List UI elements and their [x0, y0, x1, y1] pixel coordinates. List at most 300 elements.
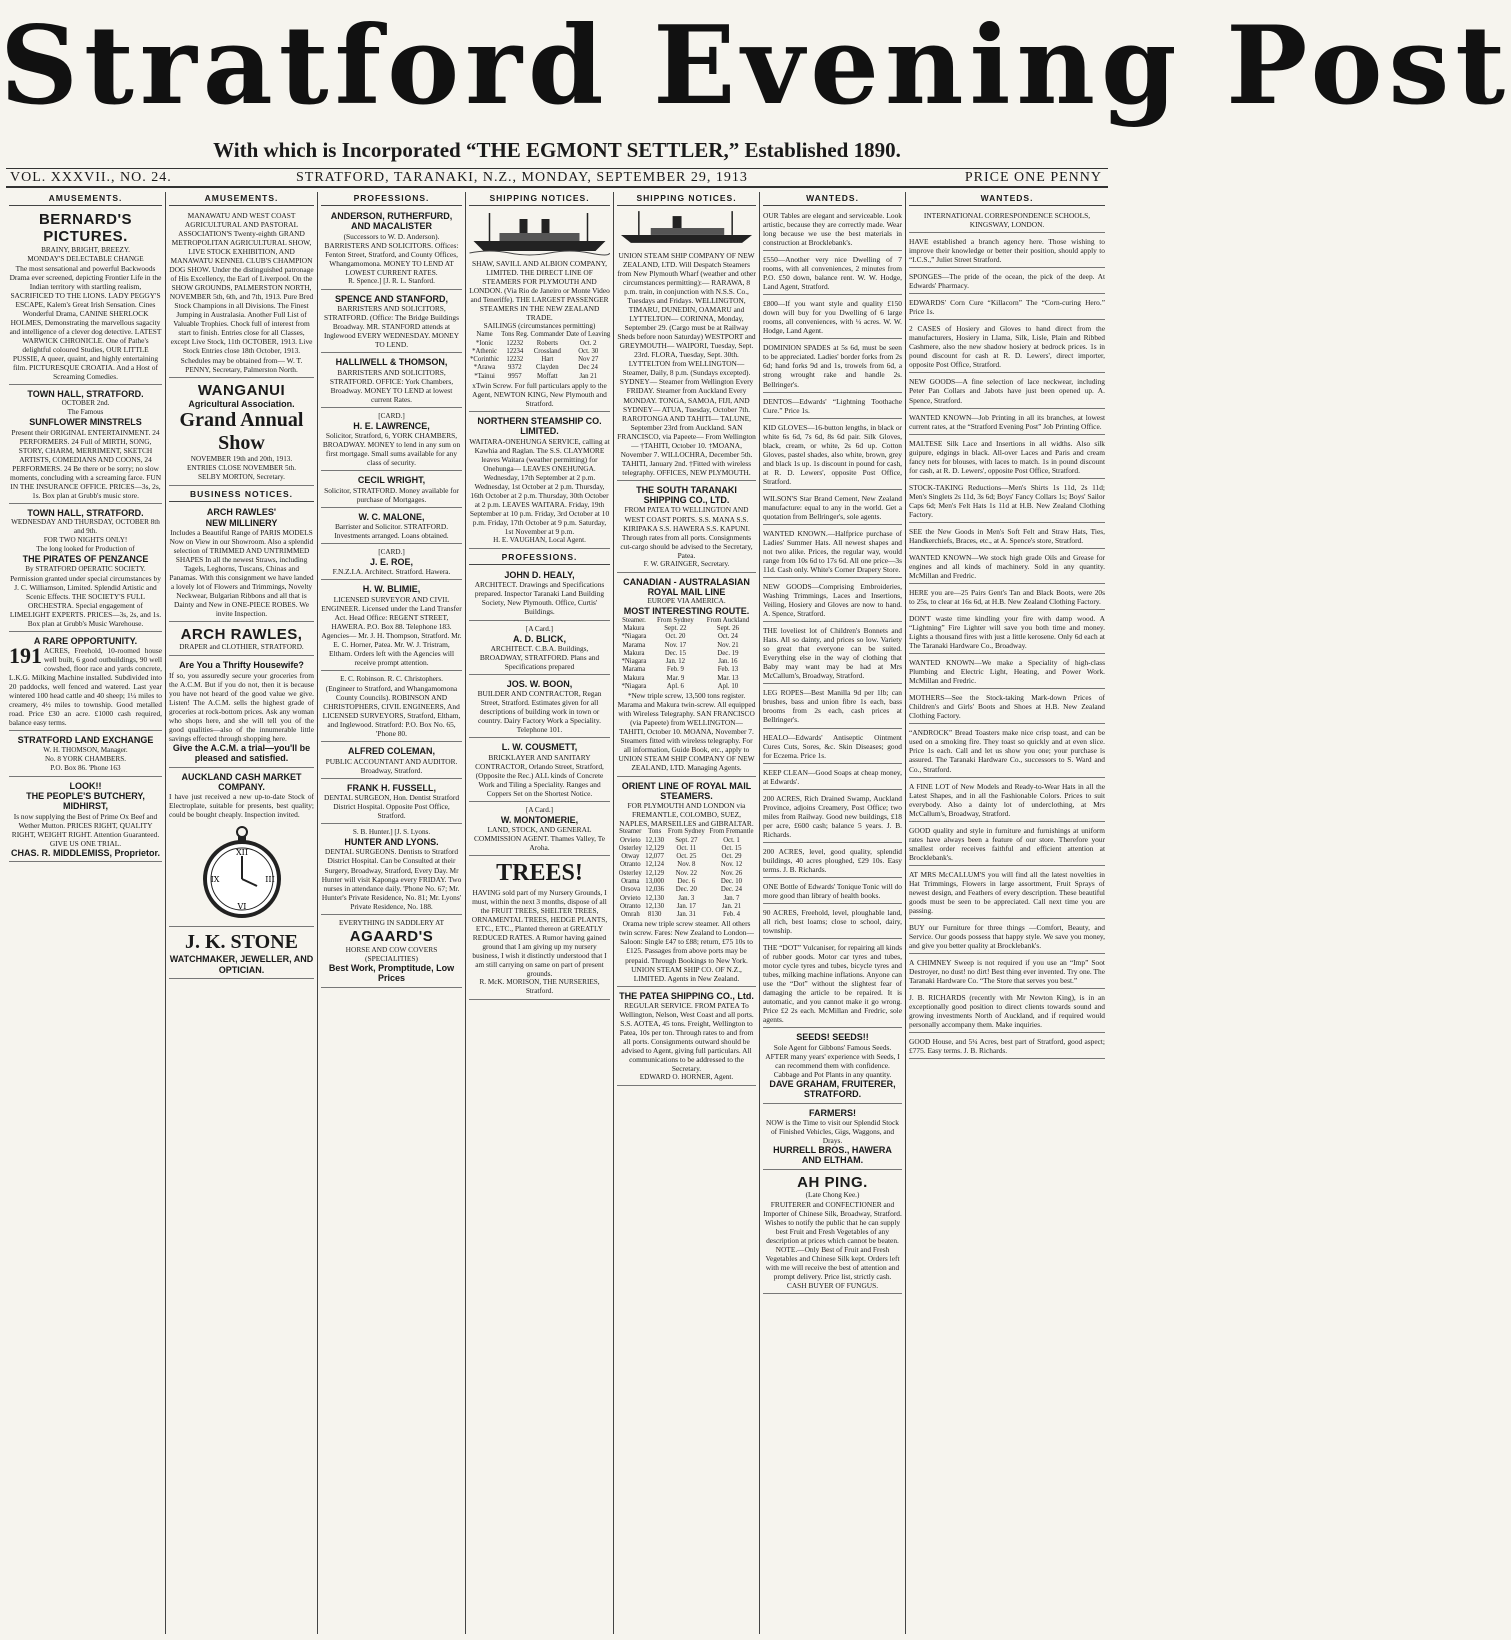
classified-ad: ONE Bottle of Edwards' Tonique Tonic will do more good than library of health books.: [763, 880, 902, 904]
ad-title: NORTHERN STEAMSHIP CO. LIMITED.: [477, 416, 602, 437]
ad-lawrence: [321, 410, 462, 471]
table-cell: Osterley: [618, 844, 642, 852]
table-cell: Orvieto: [619, 894, 641, 902]
ad-card: [A Card.]: [525, 805, 554, 814]
ad-title: JOS. W. BOON,: [506, 678, 573, 689]
ad-address: No. 8 YORK CHAMBERS.: [44, 754, 126, 763]
table-header: From Sydney: [657, 616, 694, 624]
table-cell: Oct. 2: [579, 339, 597, 347]
steamship-icon: [469, 209, 610, 255]
table-row: [617, 633, 756, 641]
table-cell: 13,000: [645, 877, 664, 885]
table-header-row: [617, 617, 756, 625]
column-header: SHIPPING NOTICES.: [469, 192, 610, 206]
table-cell: Otranto: [619, 902, 641, 910]
ad-show: Grand Annual Show: [179, 409, 304, 455]
ad-halliwell-thomson: [321, 355, 462, 407]
ad-title: W. C. MALONE,: [358, 511, 425, 522]
masthead: [0, 0, 1511, 162]
table-row: [617, 837, 756, 845]
table-cell: Jan 21: [579, 372, 598, 380]
classified-ad: WANTED KNOWN.—Halfprice purchase of Ladies' Summer Hats. All newest shapes and not two alike. Prices, the regular way, would range from 10s 6d to 17s 6d. All one price—3s 11d. Cash only. White's Corner Drapery Store.: [763, 527, 902, 578]
table-row: [617, 683, 756, 691]
classified-ad: EDWARDS' Corn Cure “Killacorn” The “Corn-curing Hero.” Price 1s.: [909, 296, 1105, 320]
ad-anderson-rutherfurd: [321, 209, 462, 290]
ad-entries: ENTRIES CLOSE NOVEMBER 5th.: [186, 464, 296, 473]
ad-patea-shipping: [617, 989, 756, 1087]
ad-body: REGULAR SERVICE. FROM PATEA To Wellington, Nelson, West Coast and all ports. S.S. AOTEA, 45 tons. Freight, Wellington to Patea, 10s per ton. Through rates to and from all ports. Consignments outward should be advised to Agent, giving full particulars. All communications to be addressed to the Secretary.: [619, 1000, 754, 1074]
classified-ad: £550—Another very nice Dwelling of 7 rooms, with all conveniences, 2 minutes from P.O. £50 down, balance rent. W. W. Hodge, Land Agent, Stratford.: [763, 253, 902, 295]
ad-production: The long looked for Production of: [36, 545, 135, 554]
table-cell: Orsova: [620, 886, 641, 894]
table-cell: Jan. 3: [678, 894, 695, 902]
ad-body: DENTAL SURGEONS. Dentists to Stratford District Hospital. Can be Consulted at their Surgery, Broadway, Stratford, Every Day. Mr Hunter will visit Kaponga every FRIDAY. Two nurses in attendance daily. 'Phone No. 67; Mr. Hunter's Private Residence, No. 81; Mr. Lyons' Private Residence, No. 188.: [321, 847, 462, 911]
classified-ad: KID GLOVES—16-button lengths, in black or white 6s 6d, 7s 6d, 8s 6d pair. Silk Gloves, black, cream, or white, 2s 6d up. Cotton Gloves, pastel shades, also white, brown, grey and black 1s up. 1s discount in pound for cash, at R. D. Lewers', opposite Post Office, Stratford.: [763, 421, 902, 490]
ad-trees: [469, 858, 610, 1000]
table-cell: 12,129: [645, 869, 664, 877]
ad-sub: NEW MILLINERY: [205, 517, 278, 528]
ad-body: SHAW, SAVILL AND ALBION COMPANY, LIMITED. THE DIRECT LINE OF STEAMERS FOR PLYMOUTH AND LONDON. (Via Rio de Janeiro or Monte Video and Teneriffe). THE LARGEST PASSENGER STEAMERS IN THE NEW ZEALAND TRADE.: [469, 259, 610, 323]
table-cell: Oct. 11: [676, 844, 697, 852]
table-row: [617, 853, 756, 861]
table-cell: 9957: [508, 372, 522, 380]
ad-title: THE PEOPLE'S BUTCHERY, MIDHIRST,: [26, 791, 145, 812]
ad-title: H. E. LAWRENCE,: [353, 420, 430, 431]
classified-ad: MOTHERS—See the Stock-taking Mark-down Prices of Children's and Girls' Boots and Shoes at H.B. New Zealand Clothing Factory.: [909, 691, 1105, 724]
ad-saddlery: [321, 917, 462, 988]
ad-dates: WEDNESDAY AND THURSDAY, OCTOBER 8th and 9th.: [11, 518, 160, 536]
table-row: [617, 895, 756, 903]
ad-title: AH PING.: [797, 1173, 868, 1191]
price: PRICE ONE PENNY: [964, 170, 1102, 185]
table-header: Name: [476, 331, 493, 339]
table-cell: Dec. 20: [675, 886, 697, 894]
classified-ad: SEE the New Goods in Men's Soft Felt and Straw Hats, Ties, Handkerchiefs, Braces, etc., at A. Spence's store, Stratford.: [909, 525, 1105, 549]
table-cell: *Athenic: [472, 347, 497, 355]
table-header-row: [469, 331, 611, 339]
ad-title: CANADIAN - AUSTRALASIAN ROYAL MAIL LINE: [623, 576, 750, 597]
table-cell: Dec. 6: [677, 877, 696, 885]
ad-roe: [321, 546, 462, 580]
ad-title: TREES!: [496, 860, 583, 887]
ad-rawles-millinery: [169, 505, 314, 622]
table-cell: *Ionic: [475, 339, 494, 347]
table-cell: *Tainui: [474, 372, 495, 380]
ad-auckland-cash-market: [169, 770, 314, 928]
classified-ad: THE “DOT” Vulcaniser, for repairing all kinds of rubber goods. Motor car tyres and tubes, motor cycle tyres and tubes, bicycle tyres and tubes, milking machine inflations. Anyone can use the “Dot” without the slightest fear of damaging the article to be repaired. It is automatic, and you cannot make it go wrong. Price £2 2s each. McMillan and Fredric, sole agents.: [763, 941, 902, 1028]
table-header: From Auckland: [706, 616, 750, 624]
ad-thrifty-housewife: [169, 658, 314, 767]
ad-body: LICENSED SURVEYOR AND CIVIL ENGINEER. Licensed under the Land Transfer Act. Head Office: REGENT STREET, HAWERA. P.O. Box 88. Telephone 183. Agencies— Mr. J. H. Thompson, Stratford. Mr. E. C. Horner, Patea. Mr. W. J. Tristram, Eltham. Orders left with the Agencies will receive prompt attention.: [321, 594, 462, 668]
table-cell: Feb. 9: [666, 666, 684, 674]
column-header: AMUSEMENTS.: [9, 192, 162, 206]
table-cell: Marama: [622, 641, 646, 649]
ad-footer: Orama new triple screw steamer. All others twin screw. Fares: New Zealand to London— Saloon: Single £47 to £88; return, £75 10s to £125. Passages from above ports may be prepaid. Through Bookings to New York. UNION STEAM SHIP CO. OF N.Z., LIMITED. Agents in New Zealand.: [619, 919, 754, 983]
ad-body: Solicitor, Stratford, 6, YORK CHAMBERS, BROADWAY. MONEY to lend in any sum on first mortgage. Small sums available for any class of security.: [322, 431, 461, 468]
column-header: WANTEDS.: [909, 192, 1105, 206]
ad-title: TOWN HALL, STRATFORD.: [27, 388, 144, 399]
ad-show: THE PIRATES OF PENZANCE: [22, 554, 149, 565]
classified-ad: KEEP CLEAN—Good Soaps at cheap money, at Edwards'.: [763, 766, 902, 790]
ad-sub: WATCHMAKER, JEWELLER, AND OPTICIAN.: [169, 954, 314, 975]
svg-text:XII: XII: [235, 848, 248, 858]
table-cell: 12,077: [645, 853, 664, 861]
ad-orient-line: [617, 779, 756, 987]
table-cell: 12,124: [645, 861, 664, 869]
table-cell: Oct. 1: [723, 836, 740, 844]
ad-title: HUNTER AND LYONS.: [344, 837, 439, 848]
ad-canadian-australasian: [617, 575, 756, 777]
table-cell: Clayden: [536, 364, 559, 372]
ad-route: MOST INTERESTING ROUTE.: [623, 606, 750, 617]
table-row: [617, 861, 756, 869]
table-cell: Oct. 29: [721, 853, 742, 861]
table-cell: Nov. 26: [720, 869, 743, 877]
ad-dates: NOVEMBER 19th and 20th, 1913.: [190, 455, 293, 464]
sailings-table: [617, 828, 756, 919]
classified-ad: NEW GOODS—Comprising Embroideries, Washing Trimmings, Laces and Insertions, Veiling, Hosiery and Gloves are now to hand. A. Spence, Stratford.: [763, 580, 902, 622]
ad-body: I have just received a new up-to-date Stock of Electroplate, suitable for presents, best quality; could be bought cheaply. Inspection invited.: [169, 792, 314, 820]
ad-rare-opportunity: [9, 634, 162, 732]
table-cell: Oct. 30: [578, 347, 599, 355]
ad-montomerie: [469, 804, 610, 856]
ad-title: J. K. STONE: [185, 931, 298, 954]
classified-ad: WANTED KNOWN—Job Printing in all its branches, at lowest current rates, at the “Stratford Evening Post” Job Printing Office.: [909, 411, 1105, 435]
ad-tagline: BRAINY, BRIGHT, BREEZY.: [41, 245, 130, 254]
table-header: Tons Reg.: [501, 331, 529, 339]
ad-body: NOW is the Time to visit our Splendid Stock of Finished Vehicles, Gigs, Waggons, and Drays.: [766, 1117, 899, 1145]
ad-title: FRANK H. FUSSELL,: [347, 782, 436, 793]
ad-card: [CARD.]: [378, 411, 405, 420]
ad-title: BERNARD'S PICTURES.: [38, 211, 133, 246]
table-cell: 12232: [506, 339, 524, 347]
ad-jos-boon: [469, 677, 610, 739]
table-cell: 12,130: [645, 836, 664, 844]
classified-ad: HAVE established a branch agency here. Those wishing to improve their knowledge or better their position, should apply to “I.C.S.,” Juliet Street Stratford.: [909, 235, 1105, 268]
ad-peoples-butchery: [9, 779, 162, 863]
ad-body: FRUITERER and CONFECTIONER and Importer of Chinese Silk, Broadway, Stratford. Wishes to notify the public that he can supply best Fruit and Fresh Vegetables of any description at prices which cannot be beaten. NOTE.—Only Best of Fruit and Fresh Vegetables and Chinese Silk kept. Orders left with me will receive the best of attention and prompt delivery. Price list, strictly cash. CASH BUYER OF FUNGUS.: [763, 1199, 902, 1291]
ad-body: ARCHITECT. Drawings and Specifications prepared. Inspector Taranaki Land Building Society, New Plymouth. Office, Curtis' Buildings.: [474, 580, 605, 617]
ad-number: 191: [9, 643, 42, 669]
table-cell: Dec. 19: [717, 649, 739, 657]
table-header: From Fremantle: [709, 828, 754, 836]
ad-title: THE PATEA SHIPPING CO., Ltd.: [619, 990, 754, 1001]
ad-seeds: [763, 1030, 902, 1103]
ad-sub: DRAPER and CLOTHIER, STRATFORD.: [179, 643, 304, 652]
classified-ad: HEALO—Edwards' Antiseptic Ointment Cures Cuts, Sores, &c. Skin Diseases; good for Eczema. Price 1s.: [763, 731, 902, 764]
ad-malone: [321, 510, 462, 544]
ad-via: EUROPE VIA AMERICA.: [647, 597, 726, 606]
table-cell: Oct. 20: [665, 633, 686, 641]
ad-by: By STRATFORD OPERATIC SOCIETY.: [25, 564, 146, 573]
table-cell: Jan. 7: [723, 894, 740, 902]
section-header: BUSINESS NOTICES.: [169, 488, 314, 502]
ad-title: H. W. BLIMIE,: [362, 584, 421, 595]
table-cell: Nov. 22: [675, 869, 698, 877]
ad-title: ARCH RAWLES': [206, 507, 277, 518]
ad-secretary: SELBY MORTON, Secretary.: [198, 473, 285, 482]
ad-title: HALLIWELL & THOMSON,: [335, 357, 448, 368]
ad-name: AGAARD'S: [349, 927, 434, 945]
classified-ad: WANTED KNOWN—We stock high grade Oils and Grease for engines and all kinds of machinery. Sold in any quantity. McMillan and Fredric.: [909, 551, 1105, 584]
newspaper-title: Stratford Evening Post: [0, 3, 1511, 129]
table-cell: Dec 24: [578, 364, 598, 372]
sailings-table: [469, 331, 611, 381]
classified-ad: NEW GOODS—A fine selection of lace neckwear, including Peter Pan Collars and Jabots have just been opened up. A. Spence, Stratford.: [909, 375, 1105, 408]
ad-title: A RARE OPPORTUNITY.: [33, 635, 138, 646]
column-wanteds-2: [906, 192, 1108, 1634]
table-cell: Marama: [622, 666, 646, 674]
classified-ad: £800—If you want style and quality £150 down will buy for you Dwelling of 6 large rooms, all conveniences, with ¼ acres. W. W. Hodge, Land Agent.: [763, 297, 902, 339]
table-row: [617, 625, 756, 633]
ad-title: ORIENT LINE OF ROYAL MAIL STEAMERS.: [621, 780, 752, 801]
ad-land-exchange: [9, 733, 162, 776]
ad-body: UNION STEAM SHIP COMPANY OF NEW ZEALAND, LTD. Will Despatch Steamers from New Plymouth Wharf (weather and other circumstances permitting):— RARAWA, 8 p.m. train, in conjunction with N.S.S. Co., Tuesdays and Fridays. WELLINGTON, TIMARU, DUNEDIN, OAMARU and LYTTELTON— CORINNA, Monday, September 29. (Cargo must be at Railway Sheds before noon Saturday) WESTPORT and GREYMOUTH— WAIPORI, Tuesday, Sept. 23rd. FLORA, Tuesday, Sept. 30th. LYTTELTON from WELLINGTON— Steamer, Daily, 8 p.m. (Sundays excepted). SYDNEY— Steamer from Wellington Every FRIDAY. Steamer from Auckland Every MONDAY. TONGA, SAMOA, FIJI, AND SYDNEY— ATUA, Tuesday, October 7th. RAROTONGA AND TAHITI— TALUNE, September 23rd from Auckland. SAN FRANCISCO, via Papeete— From Wellington— †TAHITI, October 10. †MOANA, November 7. WILLOCHRA, December 5th. TAHITI, January 2nd. †Fitted with wireless telegraphy. OFFICES, NEW PLYMOUTH.: [617, 251, 756, 477]
dateline: [6, 168, 1108, 188]
table-row: [617, 911, 756, 919]
svg-text:VI: VI: [237, 902, 246, 912]
ad-title: TOWN HALL, STRATFORD.: [27, 507, 144, 518]
table-cell: 12232: [506, 356, 524, 364]
ad-body: WAITARA-ONEHUNGA SERVICE, calling at Kawhia and Raglan. The S.S. CLAYMORE leaves Waitara (weather permitting) for Onehunga— LEAVES ONEHUNGA. Wednesday, 17th September at 2 p.m. Wednesday, 1st October at 2 p.m. Thursday, 16th October at 2 p.m. Thursday, 30th October at 2 p.m. LEAVES WAITARA. Friday, 19th September at 10 p.m. Friday, 3rd October at 10 p.m. Friday, 17th October at 9 p.m. Saturday, 1st November at 9 p.m.: [469, 436, 610, 536]
ad-intro: The Famous: [67, 408, 104, 417]
table-cell: Dec. 10: [720, 877, 743, 885]
column-header: WANTEDS.: [763, 192, 902, 206]
classified-ad: HERE you are—25 Pairs Gent's Tan and Black Boots, were 20s to 25s, to clear at 16s 6d, at H.B. New Zealand Clothing Factory.: [909, 586, 1105, 610]
svg-text:IX: IX: [210, 875, 219, 885]
ad-rawles-draper: [169, 624, 314, 656]
ad-body: Present their ORIGINAL ENTERTAINMENT. 24 PERFORMERS. 24 Full of MIRTH, SONG, STORY, CHARM, MERRIMENT, SKETCH ARTISTS, COMEDIANS AND COONS, 24 PERFORMERS. 24 Be there or be sorry; no slow moments, concluding with a screaming farce. FUN IN THE INSURANCE OFFICE. PRICES—3s, 2s, 1s. Box plan at Grubb's music store.: [9, 427, 162, 500]
table-cell: Oct. 25: [676, 853, 697, 861]
ad-assoc: Agricultural Association.: [188, 398, 295, 409]
ad-body: BARRISTERS AND SOLICITORS, STRATFORD. (Office: The Bridge Buildings Broadway. MR. STANFORD attends at Inglewood EVERY WEDNESDAY. MONEY TO LEND.: [323, 304, 460, 350]
ad-sub: (Late Chong Kee.): [805, 1190, 860, 1199]
table-cell: Orvieto: [619, 836, 641, 844]
table-cell: Nov 27: [578, 356, 599, 364]
table-cell: Dec. 15: [664, 649, 686, 657]
ad-wanganui-show: [169, 380, 314, 487]
table-cell: *Arawa: [473, 364, 496, 372]
ad-trial: Give the A.C.M. a trial—you'll be pleased and satisfied.: [172, 743, 311, 764]
table-cell: Crossland: [533, 347, 561, 355]
classified-ad: “ANDROCK” Bread Toasters make nice crisp toast, and can be used on a smoking fire. They toast so quickly and at even slice. Price 1s each. Call and let us show you one; your purchase is assured. The Taranaki Hardware Co., successors to S. Ward and Co., Stratford.: [909, 726, 1105, 777]
ad-footer: xTwin Screw. For full particulars apply to the Agent, NEWTON KING, New Plymouth and Stratford.: [472, 380, 607, 408]
ad-body: ACRES, Freehold, 10-roomed house well built, 6 good outbuildings, 90 well cowshed, floor race and yards concrete, L.K.G. Milking Machine installed. Subdivided into 20 paddocks, well fenced and watered. Last year wintered 100 head cattle and 40 sheep; 1¼ miles to creamery, 4½ miles to township. Good metalled road. Price £30 an acre. £1000 cash required, balance easy terms.: [9, 646, 162, 728]
ad-body: HORSE AND COW COVERS (SPECIALITIES): [345, 944, 438, 963]
ad-blick: [469, 623, 610, 675]
table-row: [617, 642, 756, 650]
ad-body: F.N.Z.I.A. Architect. Stratford. Hawera.: [332, 567, 451, 577]
ad-title: STRATFORD LAND EXCHANGE: [17, 735, 154, 746]
classified-ad: INTERNATIONAL CORRESPONDENCE SCHOOLS, KINGSWAY, LONDON.: [909, 209, 1105, 233]
table-row: [469, 348, 611, 356]
ad-body: BRICKLAYER AND SANITARY CONTRACTOR, Orlando Street, Stratford, (Opposite the Rec.) ALL kinds of Concrete Work and Tiling a Speciality. Ranges and Coppers Set on the Shortest Notice.: [475, 752, 604, 798]
ad-cecil-wright: [321, 473, 462, 507]
ad-title: SEEDS! SEEDS!!: [796, 1032, 869, 1043]
table-cell: Nov. 12: [720, 861, 743, 869]
table-row: [617, 870, 756, 878]
ad-names: E. C. Robinson. R. C. Christophers.: [340, 675, 443, 684]
ad-title: ANDERSON, RUTHERFURD, AND MACALISTER: [330, 211, 453, 232]
table-cell: 8130: [647, 911, 662, 919]
table-cell: *Corinthic: [470, 356, 500, 364]
table-cell: Moffatt: [537, 372, 558, 380]
table-header: From Sydney: [667, 828, 705, 836]
table-cell: Feb. 13: [717, 666, 739, 674]
ad-town-hall-minstrels: [9, 387, 162, 504]
ad-body: (Engineer to Stratford, and Whangamomona County Councils). ROBINSON AND CHRISTOPHERS, CIVIL ENGINEERS, And LICENSED SURVEYORS, Stratford, Eltham, and Inglewood. Stratford: P.O. Box No. 65, 'Phone 80.: [322, 684, 461, 739]
classified-ad: J. B. RICHARDS (recently with Mr Newton King), is in an exceptionally good position to direct clients towards sound and growing investments North of Auckland, and if required would personally accompany them. Make inquiries.: [909, 991, 1105, 1033]
ad-body: LAND, STOCK, AND GENERAL COMMISSION AGENT. Thames Valley, Te Aroha.: [473, 825, 606, 853]
classified-ad: SPONGES—The pride of the ocean, the pick of the deep. At Edwards' Pharmacy.: [909, 270, 1105, 294]
ad-body: BUILDER AND CONTRACTOR, Regan Street, Stratford. Estimates given for all descriptions of building work in town or country. Dairy Factory Work a Speciality. Telephone 101.: [477, 689, 602, 735]
ad-tag: Best Work, Promptitude, Low Prices: [328, 962, 455, 984]
ad-union-steam-ship: [617, 249, 756, 481]
ad-title: CECIL WRIGHT,: [357, 475, 426, 486]
ad-farmers: [763, 1106, 902, 1170]
table-cell: Feb. 4: [723, 911, 740, 919]
ad-body: Permission granted under special circumstances by J. C. Williamson, Limited. Splendid Artistic and Scenic Effects. THE SOCIETY'S FULL ORCHESTRA. Special engagement of LIMELIGHT EXPERTS. PRICES—3s, 2s, and 1s. Box plan at Grubb's Music Warehouse.: [9, 573, 162, 628]
ad-body: (Successors to W. D. Anderson). BARRISTERS AND SOLICITORS. Offices: Fenton Street, Stratford, and County Offices, Whangamomona. MONEY TO LEND AT LOWEST CURRENT RATES.: [324, 231, 459, 277]
table-cell: Jan. 12: [665, 658, 686, 666]
ad-sign: DAVE GRAHAM, FRUITERER, STRATFORD.: [769, 1078, 896, 1100]
table-cell: Nov. 8: [677, 861, 696, 869]
ad-hunter-lyons: [321, 826, 462, 915]
ad-robinson-christophers: [321, 673, 462, 742]
ad-jk-stone: [169, 929, 314, 979]
ad-nights: FOR TWO NIGHTS ONLY!: [43, 536, 128, 545]
table-cell: Makura: [623, 674, 645, 682]
ad-sign: HURRELL BROS., HAWERA AND ELTHAM.: [773, 1144, 892, 1166]
column-header: PROFESSIONS.: [321, 192, 462, 206]
ad-manager: W. H. THOMSON, Manager.: [43, 745, 128, 754]
ad-title: ALFRED COLEMAN,: [348, 746, 435, 757]
ad-title: J. E. ROE,: [369, 557, 413, 568]
table-cell: Nov. 21: [717, 641, 739, 649]
table-header-row: [617, 828, 756, 836]
ad-body: FROM PATEA TO WELLINGTON AND WEST COAST PORTS. S.S. MANA S.S. KIRIPAKA S.S. HAWERA S.S. KAPUNI. Through rates from all ports. Consignments cut-cargo should be advised to the Secretary, Patea.: [620, 505, 753, 560]
ad-title: AUCKLAND CASH MARKET COMPANY.: [181, 771, 302, 793]
ad-title: ARCH RAWLES,: [180, 626, 303, 644]
table-cell: Roberts: [536, 339, 558, 347]
ad-title: WANGANUI: [197, 381, 286, 399]
ad-bernards-pictures: [9, 209, 162, 385]
ad-title: FARMERS!: [809, 1107, 856, 1118]
ad-body: HAVING sold part of my Nursery Grounds, I must, within the next 3 months, dispose of all the FRUIT TREES, SHELTER TREES, ORNAMENTAL TREES, HEDGE PLANTS, ETC., ETC., Planted thereon at GREATLY REDUCED RATES. A Rumor having gained ground that I am giving up my nursery business, I wish it distinctly understood that I am still carrying on same on part of present grounds.: [471, 887, 608, 979]
table-row: [469, 364, 611, 372]
classified-ad: GOOD quality and style in furniture and furnishings at uniform rates have always been a feature of our store. Therefore your smallest order receives faithful and efficient attention at Brocklebank's.: [909, 824, 1105, 866]
ad-body: Solicitor, STRATFORD. Money available for purchase of Mortgages.: [324, 485, 459, 504]
table-header: Steamer: [619, 828, 642, 836]
ad-body: Includes a Beautiful Range of PARIS MODELS Now on View in our Showroom. Also a splendid selection of TRIMMED AND UNTRIMMED SHAPES In all the newest Straws, including Tagels, Leghorns, Tuscans, Chinas and Panamas. With this consignment we have landed a lovely lot of Flowers and Trimmings, Novelty Neckwear, Bulgarian Ribbons and all that is Dainty and New in ONE-PIECE ROBES. We invite Inspection.: [169, 527, 314, 619]
steamship-icon: [617, 209, 756, 247]
table-cell: 9372: [508, 364, 522, 372]
table-cell: Makura: [623, 624, 645, 632]
ad-title: A. D. BLICK,: [513, 633, 566, 644]
ad-card: [A Card.]: [525, 624, 554, 633]
table-cell: 12,130: [645, 902, 664, 910]
classified-ad: 90 ACRES, Freehold, level, ploughable land, all rich, best loams; close to school, dairy, township.: [763, 906, 902, 939]
ad-title: L. W. COUSMETT,: [501, 742, 578, 753]
column-shipping-1: [466, 192, 614, 1634]
table-row: [469, 373, 611, 381]
ad-sailings: SAILINGS (circumstances permitting): [483, 322, 596, 331]
table-cell: Makura: [623, 649, 645, 657]
table-cell: Mar. 13: [717, 674, 739, 682]
classified-ad: A CHIMNEY Sweep is not required if you use an “Imp” Soot Destroyer, no dust! no dirt! Best thing ever invented. Try one. The Taranaki Hardware Co. “The Store that serves you best.”: [909, 956, 1105, 989]
table-cell: Jan. 21: [721, 902, 742, 910]
classified-ad: AT MRS McCALLUM'S you will find all the latest novelties in Hat Trimmings, Flowers in large assortment, Fruit Sprays of newest design, and Feathers of every description. These beautiful goods must be seen to be appreciated. Call next time you are passing.: [909, 868, 1105, 919]
classified-ad: 2 CASES of Hosiery and Gloves to hand direct from the manufacturers, Hosiery in Llama, Silk, Lisle, Plain and Ribbed Cashmere, also the new shadow hosiery at bedrock prices. 1s in pound discount for cash at R. D. Lewers', direct importer, opposite Post Office, Stratford.: [909, 322, 1105, 373]
table-header: Tons: [648, 828, 662, 836]
ad-body: If so, you assuredly secure your groceries from the A.C.M. But if you do not, then it is because you have not heard of the good value we give. Listen! The A.C.M. sells the highest grade of groceries at rock-bottom prices. Ask any woman who shops here, and she will tell you of the good qualities—also of the innumerable little savings effected through shopping here.: [169, 670, 314, 743]
table-cell: Mar. 9: [666, 674, 685, 682]
ad-body: ARCHITECT. C.B.A. Buildings, BROADWAY, STRATFORD. Plans and Specifications prepared: [479, 643, 600, 671]
table-cell: Osterley: [618, 869, 642, 877]
table-cell: Dec. 24: [720, 886, 743, 894]
column-header: SHIPPING NOTICES.: [617, 192, 756, 206]
table-cell: *Niagara: [621, 682, 647, 690]
table-cell: Otranto: [619, 861, 641, 869]
table-cell: Jan. 31: [676, 911, 696, 919]
ad-look: LOOK!!: [69, 780, 102, 791]
table-row: [469, 356, 611, 364]
section-header: PROFESSIONS.: [469, 551, 610, 565]
ad-body: PUBLIC ACCOUNTANT AND AUDITOR. Broadway, Stratford.: [325, 756, 458, 775]
table-header: Commander: [530, 331, 565, 339]
classified-ad: THE loveliest lot of Children's Bonnets and Hats. All so dainty, and prices so low. Variety so great that everyone can be suited. Everything else in the way of clothing that Baby may want may be had at Mrs McCallum's, Broadway, Stratford.: [763, 624, 902, 684]
ad-sign: EDWARD O. HORNER, Agent.: [639, 1073, 734, 1082]
table-row: [617, 903, 756, 911]
classified-ad: 200 ACRES, level, good quality, splendid buildings, 40 acres ploughed, £29 10s. Easy terms. J. B. Richards.: [763, 845, 902, 878]
ad-spence-stanford: [321, 292, 462, 354]
ad-ah-ping: [763, 1172, 902, 1295]
classified-ad: STOCK-TAKING Reductions—Men's Shirts 1s 11d, 2s 11d; Men's Singlets 2s 11d, 3s 6d; Boys' Fancy Collars 1s; Boys' Sailor Caps 6d; Men's Felt Hats 1s 11d at H.B. New Zealand Clothing Factory.: [909, 481, 1105, 523]
table-row: [469, 340, 611, 348]
ad-cousmett: [469, 740, 610, 802]
classified-ad: WANTED KNOWN—We make a Speciality of high-class Plumbing and Electric Light, Heating, and Power Work. McMillan and Fredric.: [909, 656, 1105, 689]
place-date: STRATFORD, TARANAKI, N.Z., MONDAY, SEPTEMBER 29, 1913: [296, 170, 748, 185]
table-cell: Otway: [621, 853, 640, 861]
ad-body: BARRISTERS AND SOLICITORS, STRATFORD. OFFICE: York Chambers, Broadway. MONEY TO LEND at lowest current Rates.: [329, 367, 454, 404]
table-cell: Omrah: [620, 911, 640, 919]
ad-sign: R. McK. MORISON, THE NURSERIES, Stratford.: [479, 978, 600, 996]
column-professions: [318, 192, 466, 1634]
ad-date: OCTOBER 2nd.: [61, 399, 110, 408]
classified-ad: DENTOS—Edwards' “Lightning Toothache Cure.” Price 1s.: [763, 395, 902, 419]
table-row: [617, 666, 756, 674]
table-cell: Jan. 16: [718, 658, 738, 666]
newspaper-subtitle: With which is Incorporated “THE EGMONT SETTLER,” Established 1890.: [213, 138, 901, 162]
columns: [6, 192, 1108, 1634]
table-cell: Hart: [541, 356, 554, 364]
table-row: [617, 650, 756, 658]
table-cell: Oct. 24: [717, 633, 738, 641]
column-amusements-1: [6, 192, 166, 1634]
ad-intro: MONDAY'S DELECTABLE CHANGE: [27, 254, 144, 263]
classified-ad: DOMINION SPADES at 5s 6d, must be seen to be appreciated. Ladies' border forks from 2s 6d; hand forks 9d and 1s, trowels from 6d, a strong wrought rake and handle 2s. Bellringer's.: [763, 341, 902, 392]
ad-names: S. B. Hunter.] [J. S. Lyons.: [352, 828, 431, 837]
table-cell: Apl. 6: [666, 682, 684, 690]
ad-title: W. MONTOMERIE,: [500, 814, 579, 825]
table-row: [617, 658, 756, 666]
ad-title: EVERYTHING IN SADDLERY AT: [339, 918, 444, 927]
table-cell: Jan. 17: [676, 902, 696, 910]
ad-sign: F. W. GRAINGER, Secretary.: [643, 559, 730, 568]
classified-ad: A FINE LOT of New Models and Ready-to-Wear Hats in all the Latest Shapes, and in all the Fashionable Colors. Prices to suit everybody. Also a dainty lot of underclothing, at Mrs McCallum's, Broadway, Stratford.: [909, 780, 1105, 822]
ad-body: DENTAL SURGEON, Hon. Dentist Stratford District Hospital. Opposite Post Office, Stratford.: [323, 793, 460, 821]
ad-act: SUNFLOWER MINSTRELS: [29, 417, 142, 428]
